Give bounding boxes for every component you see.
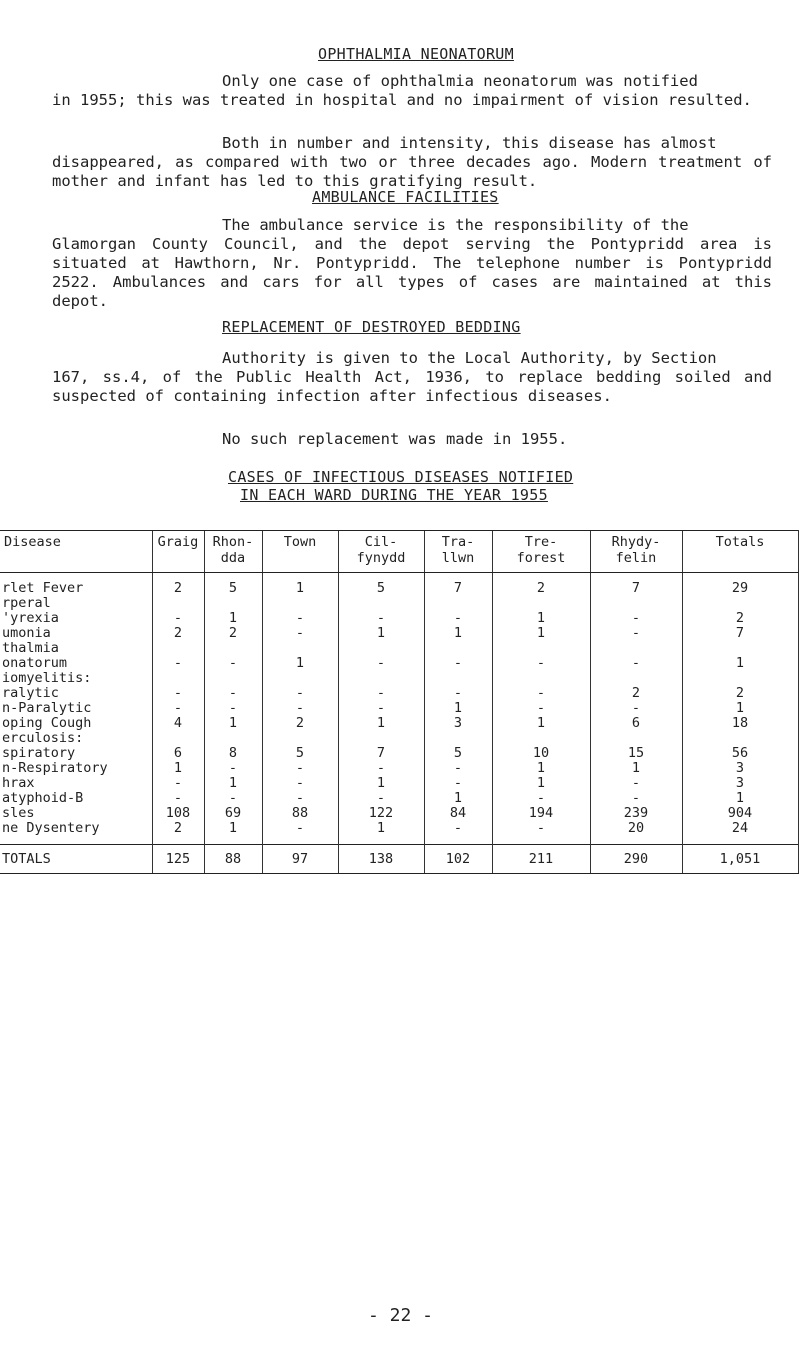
value-cell: -	[590, 701, 682, 716]
value-cell: 122	[338, 806, 424, 821]
ophthalmia-p1-rest: in 1955; this was treated in hospital and no impairment of vision resulted.	[52, 91, 752, 109]
value-cell: -	[590, 791, 682, 806]
value-cell: 1	[204, 611, 262, 626]
value-cell: -	[204, 761, 262, 776]
value-cell	[424, 596, 492, 611]
value-cell: 2	[682, 686, 798, 701]
ophthalmia-p2-rest: disappeared, as compared with two or three decades ago. Modern treatment of mother and infant has led to this gratifying result.	[52, 153, 772, 190]
value-cell: 69	[204, 806, 262, 821]
disease-cell: hrax	[2, 776, 35, 791]
value-cell: 5	[424, 746, 492, 761]
header-cilfynydd: Cil- fynydd	[338, 531, 424, 573]
value-cell: -	[152, 701, 204, 716]
table-row	[0, 626, 798, 641]
disease-cell: ne Dysentery	[2, 821, 100, 836]
disease-cell: thalmia	[2, 641, 59, 656]
table-row	[0, 641, 798, 656]
bedding-note: No such replacement was made in 1955.	[222, 430, 568, 448]
value-cell: -	[590, 611, 682, 626]
value-cell: 2	[682, 611, 798, 626]
value-cell: -	[590, 776, 682, 791]
value-cell	[682, 596, 798, 611]
value-cell	[152, 671, 204, 686]
value-cell: 1	[338, 821, 424, 836]
value-cell: 6	[152, 746, 204, 761]
value-cell: 1	[204, 821, 262, 836]
header-graig: Graig	[152, 531, 204, 573]
value-cell: 29	[682, 581, 798, 596]
value-cell	[682, 671, 798, 686]
value-cell: -	[262, 686, 338, 701]
value-cell: -	[262, 611, 338, 626]
value-cell	[204, 671, 262, 686]
value-cell: -	[262, 626, 338, 641]
bedding-heading: REPLACEMENT OF DESTROYED BEDDING	[222, 318, 521, 336]
total-cell: 290	[590, 845, 682, 874]
ambulance-paragraph	[52, 216, 772, 311]
value-cell: 2	[204, 626, 262, 641]
table-row	[0, 701, 798, 716]
value-cell: 7	[590, 581, 682, 596]
header-rhondda: Rhon- dda	[204, 531, 262, 573]
value-cell: -	[424, 776, 492, 791]
table-header-row	[0, 531, 798, 573]
ophthalmia-p1-line1: Only one case of ophthalmia neonatorum was notified	[222, 72, 698, 90]
value-cell	[338, 596, 424, 611]
value-cell: 1	[492, 776, 590, 791]
value-cell: 20	[590, 821, 682, 836]
table-row	[0, 776, 798, 791]
value-cell	[682, 731, 798, 746]
value-cell	[682, 641, 798, 656]
cases-heading-line1: CASES OF INFECTIOUS DISEASES NOTIFIED	[228, 468, 574, 486]
page-number: - 22 -	[367, 1305, 434, 1326]
value-cell: -	[262, 761, 338, 776]
value-cell	[590, 596, 682, 611]
table-row	[0, 656, 798, 671]
value-cell: 7	[424, 581, 492, 596]
value-cell	[152, 596, 204, 611]
disease-cell: n-Paralytic	[2, 701, 92, 716]
header-treforest: Tre- forest	[492, 531, 590, 573]
value-cell: -	[492, 701, 590, 716]
value-cell	[204, 596, 262, 611]
table-row	[0, 746, 798, 761]
value-cell: -	[204, 791, 262, 806]
value-cell: 1	[338, 776, 424, 791]
total-cell: 211	[492, 845, 590, 874]
value-cell: 239	[590, 806, 682, 821]
total-cell: 1,051	[682, 845, 798, 874]
value-cell: -	[492, 686, 590, 701]
disease-cell: atyphoid-B	[2, 791, 84, 806]
value-cell: -	[492, 656, 590, 671]
table-row	[0, 716, 798, 731]
value-cell: 3	[682, 776, 798, 791]
header-town: Town	[262, 531, 338, 573]
value-cell: 24	[682, 821, 798, 836]
value-cell: -	[262, 821, 338, 836]
value-cell	[424, 731, 492, 746]
disease-cell: onatorum	[2, 656, 68, 671]
value-cell: 2	[152, 626, 204, 641]
value-cell: 8	[204, 746, 262, 761]
value-cell	[204, 731, 262, 746]
value-cell: -	[152, 686, 204, 701]
value-cell	[338, 641, 424, 656]
value-cell: 1	[338, 626, 424, 641]
value-cell	[204, 641, 262, 656]
header-disease: Disease	[0, 531, 152, 573]
disease-cell: oping Cough	[2, 716, 92, 731]
value-cell: 4	[152, 716, 204, 731]
value-cell: 7	[338, 746, 424, 761]
value-cell	[590, 641, 682, 656]
value-cell: 2	[262, 716, 338, 731]
ophthalmia-paragraph-2	[52, 134, 772, 191]
value-cell: 88	[262, 806, 338, 821]
value-cell: -	[590, 656, 682, 671]
value-cell: 1	[424, 626, 492, 641]
totals-row	[0, 845, 798, 874]
value-cell	[590, 731, 682, 746]
value-cell	[492, 731, 590, 746]
value-cell: 108	[152, 806, 204, 821]
value-cell: 7	[682, 626, 798, 641]
value-cell	[590, 671, 682, 686]
value-cell: -	[590, 626, 682, 641]
table-row	[0, 731, 798, 746]
value-cell: 5	[338, 581, 424, 596]
value-cell: 904	[682, 806, 798, 821]
value-cell	[262, 671, 338, 686]
ophthalmia-paragraph-1	[52, 72, 772, 110]
value-cell: 10	[492, 746, 590, 761]
total-cell: 138	[338, 845, 424, 874]
total-cell: 102	[424, 845, 492, 874]
value-cell	[262, 731, 338, 746]
bedding-paragraph	[52, 349, 772, 406]
value-cell: 56	[682, 746, 798, 761]
value-cell: 1	[682, 701, 798, 716]
ambulance-heading: AMBULANCE FACILITIES	[312, 188, 499, 206]
total-cell: 125	[152, 845, 204, 874]
value-cell	[492, 641, 590, 656]
bedding-rest: 167, ss.4, of the Public Health Act, 1936, to replace bedding soiled and suspected of containing infection after infectious diseases.	[52, 368, 772, 405]
table-row	[0, 611, 798, 626]
value-cell	[262, 641, 338, 656]
table-row	[0, 821, 798, 836]
value-cell	[492, 671, 590, 686]
value-cell	[262, 596, 338, 611]
table-row	[0, 806, 798, 821]
value-cell: 1	[682, 656, 798, 671]
value-cell	[424, 641, 492, 656]
value-cell: 1	[338, 716, 424, 731]
ambulance-rest: Glamorgan County Council, and the depot serving the Pontypridd area is situated at Hawthorn, Nr. Pontypridd. The telephone number is Pontypridd 2522. Ambulances and cars for all types of cases are maintained at this depot.	[52, 235, 772, 310]
header-rhydyfelin: Rhydy- felin	[590, 531, 682, 573]
value-cell: -	[262, 791, 338, 806]
value-cell: 2	[152, 821, 204, 836]
disease-cell: iomyelitis:	[2, 671, 92, 686]
value-cell: 1	[590, 761, 682, 776]
value-cell: 3	[424, 716, 492, 731]
cases-heading-line2: IN EACH WARD DURING THE YEAR 1955	[240, 486, 548, 504]
value-cell: 1	[492, 716, 590, 731]
value-cell: -	[204, 656, 262, 671]
value-cell: 194	[492, 806, 590, 821]
value-cell: -	[152, 611, 204, 626]
table-body	[0, 573, 798, 874]
value-cell: 1	[492, 761, 590, 776]
value-cell: -	[424, 656, 492, 671]
value-cell: 3	[682, 761, 798, 776]
value-cell: 1	[424, 701, 492, 716]
value-cell: -	[204, 686, 262, 701]
value-cell: 2	[152, 581, 204, 596]
value-cell	[338, 731, 424, 746]
value-cell: 1	[152, 761, 204, 776]
value-cell: 1	[492, 611, 590, 626]
value-cell: 1	[424, 791, 492, 806]
value-cell: -	[152, 656, 204, 671]
value-cell: 1	[492, 626, 590, 641]
total-cell: 88	[204, 845, 262, 874]
value-cell: 1	[262, 581, 338, 596]
disease-cell: rperal	[2, 596, 51, 611]
ophthalmia-p2-line1: Both in number and intensity, this disease has almost	[222, 134, 717, 152]
value-cell: 6	[590, 716, 682, 731]
bedding-line1: Authority is given to the Local Authority, by Section	[222, 349, 717, 367]
value-cell: -	[338, 611, 424, 626]
value-cell: 84	[424, 806, 492, 821]
value-cell: -	[492, 821, 590, 836]
value-cell: 2	[590, 686, 682, 701]
disease-cell: n-Respiratory	[2, 761, 108, 776]
value-cell: 1	[682, 791, 798, 806]
value-cell: 1	[204, 716, 262, 731]
value-cell: -	[152, 776, 204, 791]
value-cell: -	[262, 776, 338, 791]
table-row	[0, 596, 798, 611]
value-cell: 1	[204, 776, 262, 791]
value-cell: 5	[262, 746, 338, 761]
value-cell: -	[338, 686, 424, 701]
value-cell	[152, 641, 204, 656]
value-cell	[338, 671, 424, 686]
value-cell: -	[492, 791, 590, 806]
value-cell	[492, 596, 590, 611]
value-cell: -	[424, 761, 492, 776]
value-cell: 18	[682, 716, 798, 731]
value-cell: 5	[204, 581, 262, 596]
table-row	[0, 791, 798, 806]
value-cell: -	[262, 701, 338, 716]
disease-cell: ralytic	[2, 686, 59, 701]
value-cell	[152, 731, 204, 746]
disease-cell: spiratory	[2, 746, 76, 761]
header-totals: Totals	[682, 531, 798, 573]
cases-table	[0, 530, 799, 874]
table-row	[0, 671, 798, 686]
disease-cell: erculosis:	[2, 731, 84, 746]
value-cell: -	[338, 656, 424, 671]
table-row	[0, 581, 798, 596]
disease-cell: rlet Fever	[2, 581, 84, 596]
ambulance-line1: The ambulance service is the responsibility of the	[222, 216, 689, 234]
disease-cell: 'yrexia	[2, 611, 59, 626]
value-cell	[424, 671, 492, 686]
value-cell: -	[424, 821, 492, 836]
value-cell: -	[338, 791, 424, 806]
value-cell: -	[338, 701, 424, 716]
disease-cell: sles	[2, 806, 35, 821]
disease-cell: umonia	[2, 626, 51, 641]
value-cell: -	[152, 791, 204, 806]
value-cell: -	[424, 611, 492, 626]
table-row	[0, 761, 798, 776]
value-cell: 2	[492, 581, 590, 596]
table-row	[0, 686, 798, 701]
ophthalmia-heading: OPHTHALMIA NEONATORUM	[318, 45, 514, 63]
value-cell: 15	[590, 746, 682, 761]
total-cell: 97	[262, 845, 338, 874]
value-cell: -	[424, 686, 492, 701]
value-cell: -	[204, 701, 262, 716]
totals-label: TOTALS	[0, 845, 152, 874]
value-cell: -	[338, 761, 424, 776]
value-cell: 1	[262, 656, 338, 671]
header-trallwn: Tra- llwn	[424, 531, 492, 573]
